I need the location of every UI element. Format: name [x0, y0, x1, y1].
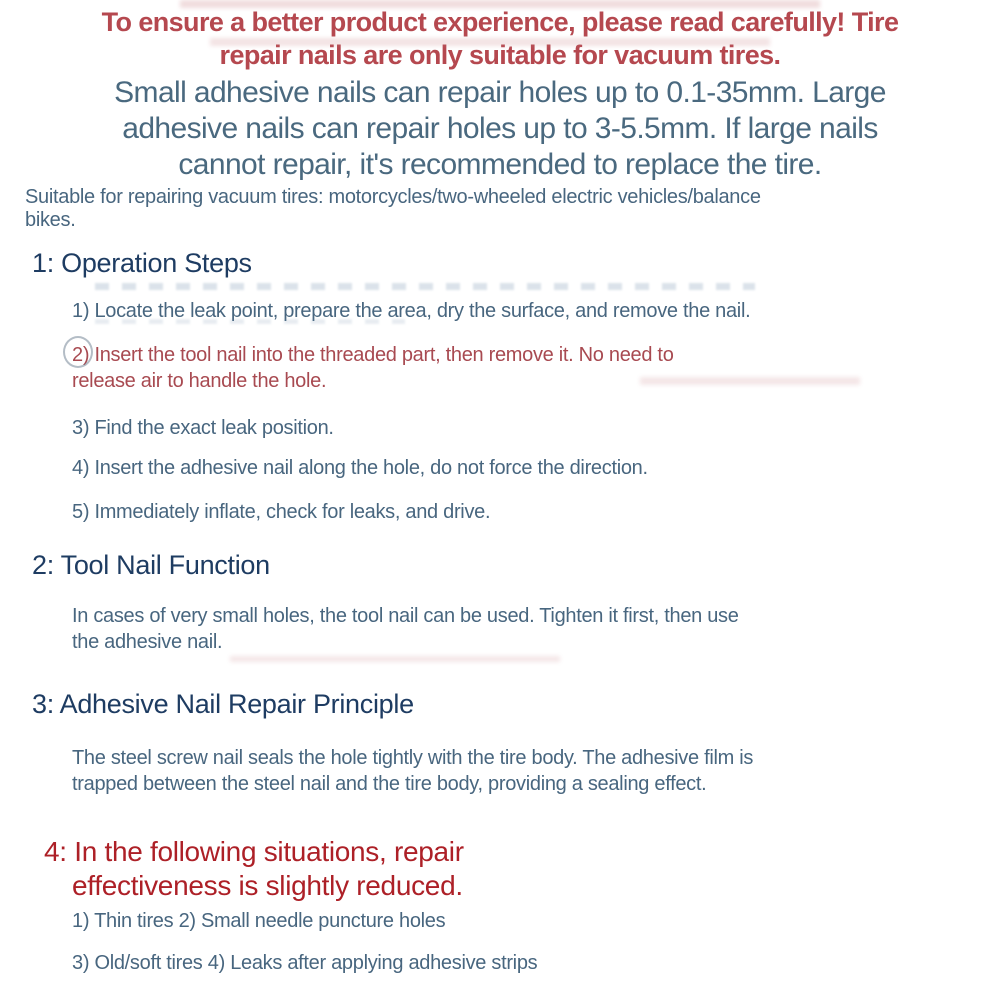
alert-title-line: 4: In the following situations, repair: [44, 836, 464, 867]
step-line: 4) Insert the adhesive nail along the hole, do not force the direction.: [72, 457, 648, 479]
alert-title-line: effectiveness is slightly reduced.: [72, 870, 463, 901]
intro-line: cannot repair, it's recommended to replace the tire.: [178, 148, 822, 181]
step-line: 5) Immediately inflate, check for leaks, and drive.: [72, 501, 491, 523]
step-item-4: [0, 455, 1000, 481]
intro-line: adhesive nails can repair holes up to 3-5.5mm. If large nails: [122, 112, 878, 145]
body-line: trapped between the steel nail and the tire body, providing a sealing effect.: [72, 773, 707, 795]
step-item-3: [0, 415, 1000, 441]
section-3-body: [0, 745, 1000, 797]
intro-line: Small adhesive nails can repair holes up to 0.1-35mm. Large: [114, 76, 886, 109]
section-4-title: [0, 835, 1000, 903]
section-2-title: 2: Tool Nail Function: [32, 550, 270, 580]
section-1-title: 1: Operation Steps: [32, 248, 252, 278]
suitability-line: Suitable for repairing vacuum tires: motorcycles/two-wheeled electric vehicles/balance: [25, 186, 761, 208]
caveat-item-2: 3) Old/soft tires 4) Leaks after applying adhesive strips: [72, 952, 538, 974]
step-item-1: [0, 298, 1000, 324]
section-2-body: [0, 603, 1000, 655]
warning-line: repair nails are only suitable for vacuum tires.: [219, 40, 781, 70]
section-3-title: 3: Adhesive Nail Repair Principle: [32, 689, 414, 719]
step-line: 1) Locate the leak point, prepare the area, dry the surface, and remove the nail.: [72, 300, 751, 322]
caveat-item-1: 1) Thin tires 2) Small needle puncture holes: [72, 910, 446, 932]
body-line: In cases of very small holes, the tool nail can be used. Tighten it first, then use: [72, 605, 739, 627]
warning-banner: [0, 6, 1000, 72]
step-item-2: [0, 342, 1000, 394]
ghost-text-artifact: [230, 656, 560, 662]
step-line: release air to handle the hole.: [72, 370, 327, 392]
step-line: 2) Insert the tool nail into the threaded part, then remove it. No need to: [72, 344, 674, 366]
step-item-5: [0, 499, 1000, 525]
suitability-line: bikes.: [25, 209, 76, 231]
warning-line: To ensure a better product experience, please read carefully! Tire: [101, 7, 899, 37]
intro-paragraph: [0, 75, 1000, 183]
ghost-text-artifact: [95, 283, 755, 290]
step-line: 3) Find the exact leak position.: [72, 417, 334, 439]
suitability-note: [0, 186, 1000, 232]
body-line: the adhesive nail.: [72, 631, 223, 653]
body-line: The steel screw nail seals the hole tightly with the tire body. The adhesive film is: [72, 747, 754, 769]
